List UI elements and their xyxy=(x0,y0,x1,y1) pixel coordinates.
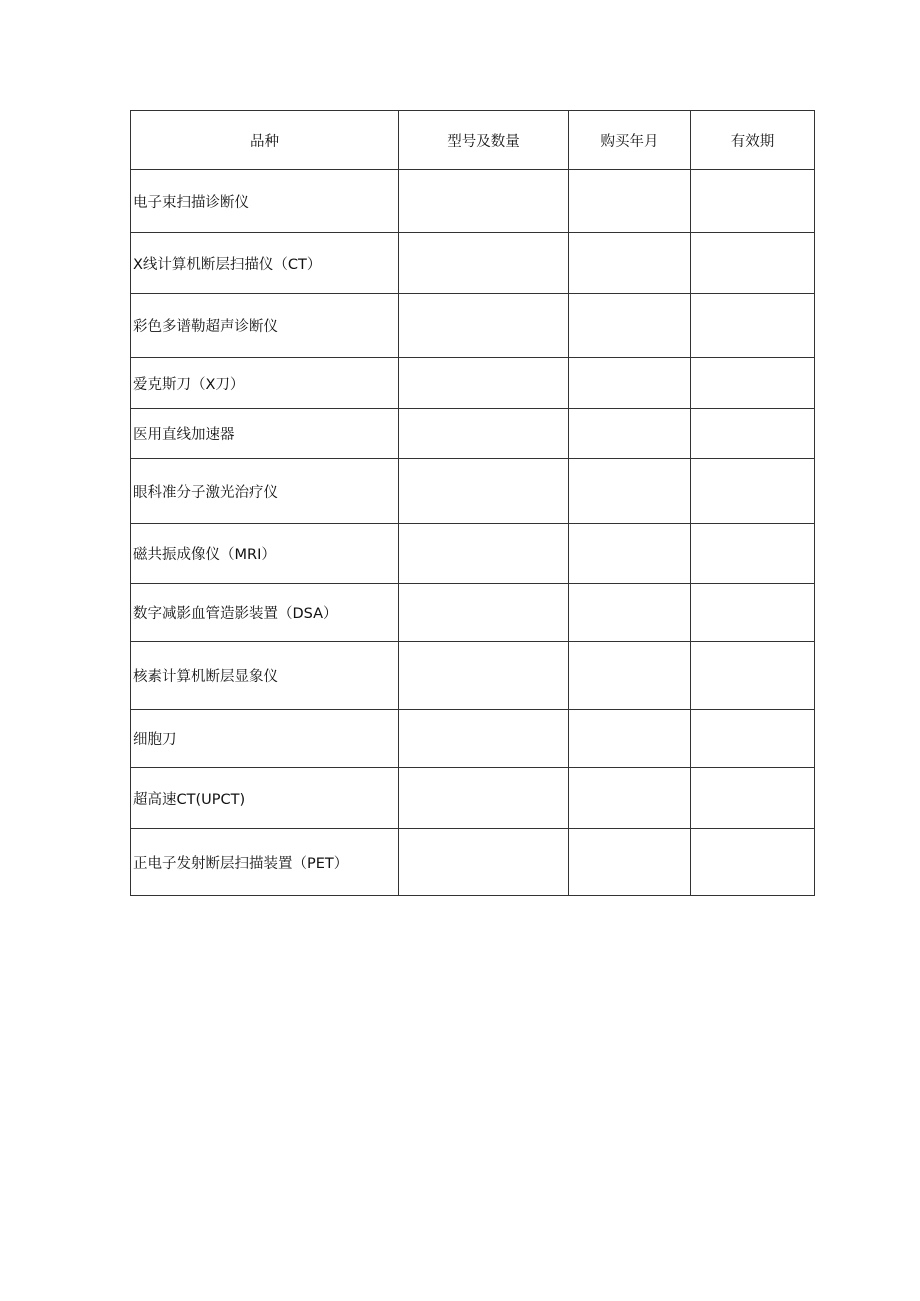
table-row xyxy=(131,642,815,710)
table-row xyxy=(131,710,815,768)
row-validity xyxy=(691,768,815,829)
row-model-quantity xyxy=(399,642,569,710)
header-row xyxy=(131,111,815,170)
row-model-quantity xyxy=(399,829,569,896)
row-validity xyxy=(691,584,815,642)
row-name: 核素计算机断层显象仪 xyxy=(131,642,399,710)
row-validity xyxy=(691,829,815,896)
row-purchase-date xyxy=(569,642,691,710)
row-model-quantity xyxy=(399,459,569,524)
row-name: X线计算机断层扫描仪（CT） xyxy=(131,233,399,294)
row-model-quantity xyxy=(399,294,569,358)
row-purchase-date xyxy=(569,710,691,768)
header-validity: 有效期 xyxy=(691,111,815,170)
table-row xyxy=(131,233,815,294)
row-purchase-date xyxy=(569,584,691,642)
row-purchase-date xyxy=(569,768,691,829)
table-row xyxy=(131,459,815,524)
table-row xyxy=(131,358,815,409)
row-model-quantity xyxy=(399,358,569,409)
row-name: 彩色多谱勒超声诊断仪 xyxy=(131,294,399,358)
row-validity xyxy=(691,170,815,233)
table-row xyxy=(131,524,815,584)
header-model-quantity: 型号及数量 xyxy=(399,111,569,170)
table-row xyxy=(131,294,815,358)
row-model-quantity xyxy=(399,584,569,642)
row-validity xyxy=(691,409,815,459)
row-name: 正电子发射断层扫描装置（PET） xyxy=(131,829,399,896)
row-name: 爱克斯刀（X刀） xyxy=(131,358,399,409)
row-validity xyxy=(691,358,815,409)
row-name: 数字减影血管造影装置（DSA） xyxy=(131,584,399,642)
row-name: 电子束扫描诊断仪 xyxy=(131,170,399,233)
row-validity xyxy=(691,710,815,768)
row-model-quantity xyxy=(399,710,569,768)
row-purchase-date xyxy=(569,459,691,524)
row-validity xyxy=(691,459,815,524)
row-validity xyxy=(691,294,815,358)
header-purchase-date: 购买年月 xyxy=(569,111,691,170)
row-model-quantity xyxy=(399,768,569,829)
row-model-quantity xyxy=(399,409,569,459)
table-row xyxy=(131,409,815,459)
row-purchase-date xyxy=(569,294,691,358)
row-purchase-date xyxy=(569,233,691,294)
row-name: 磁共振成像仪（MRI） xyxy=(131,524,399,584)
row-name: 眼科准分子激光治疗仪 xyxy=(131,459,399,524)
row-name: 细胞刀 xyxy=(131,710,399,768)
equipment-table xyxy=(130,110,815,896)
row-purchase-date xyxy=(569,524,691,584)
row-purchase-date xyxy=(569,829,691,896)
row-purchase-date xyxy=(569,170,691,233)
row-validity xyxy=(691,524,815,584)
table-row xyxy=(131,829,815,896)
row-validity xyxy=(691,233,815,294)
row-model-quantity xyxy=(399,170,569,233)
row-purchase-date xyxy=(569,358,691,409)
row-validity xyxy=(691,642,815,710)
table-row xyxy=(131,584,815,642)
row-name: 医用直线加速器 xyxy=(131,409,399,459)
row-purchase-date xyxy=(569,409,691,459)
row-model-quantity xyxy=(399,233,569,294)
table-row xyxy=(131,768,815,829)
row-name: 超高速CT(UPCT) xyxy=(131,768,399,829)
table-row xyxy=(131,170,815,233)
header-variety: 品种 xyxy=(131,111,399,170)
row-model-quantity xyxy=(399,524,569,584)
